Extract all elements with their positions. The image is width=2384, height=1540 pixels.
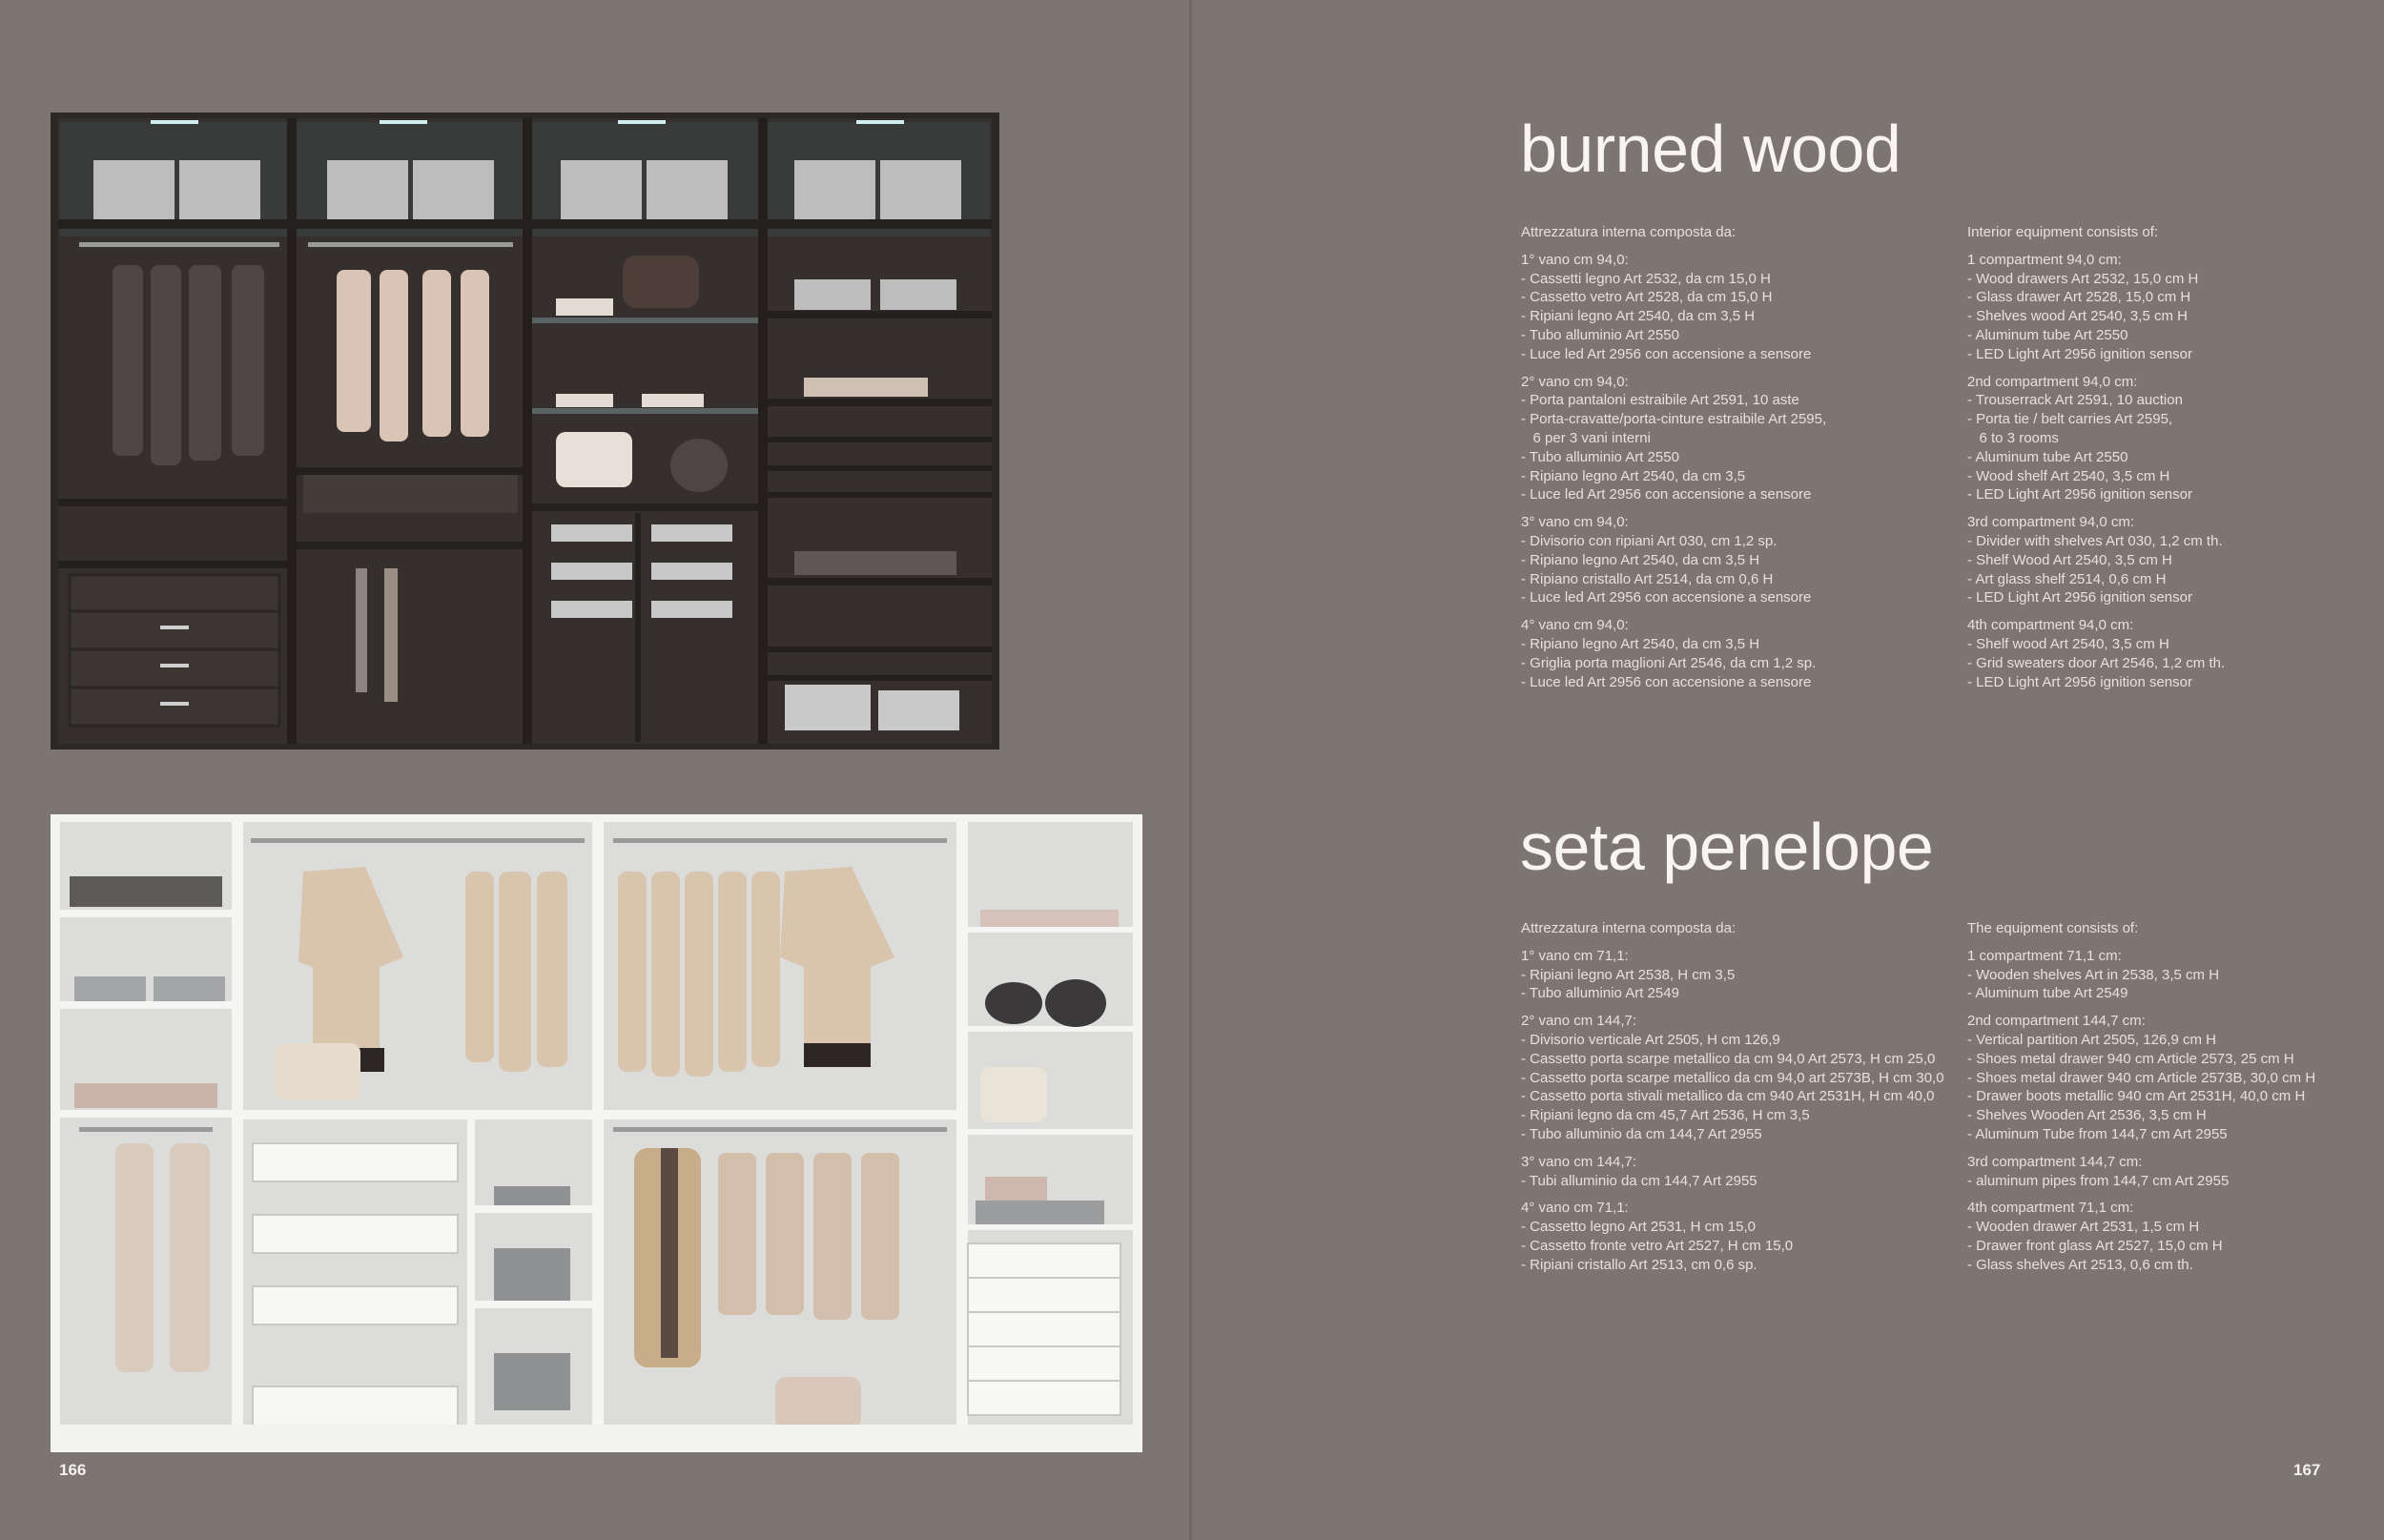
spec-line: - Porta tie / belt carries Art 2595, xyxy=(1967,411,2173,428)
spec-line: - Glass shelves Art 2513, 0,6 cm th. xyxy=(1967,1256,2193,1273)
spec-line: - LED Light Art 2956 ignition sensor xyxy=(1967,345,2192,362)
spec-line: - Ripiano legno Art 2540, da cm 3,5 H xyxy=(1521,551,1760,568)
spec-line: - Cassetto fronte vetro Art 2527, H cm 15,0 xyxy=(1521,1237,1794,1254)
spec-group xyxy=(1967,373,2384,505)
seta-penelope-english-specs xyxy=(1967,919,2384,1283)
spec-group xyxy=(1967,616,2384,691)
spec-line: - Wood drawers Art 2532, 15,0 cm H xyxy=(1967,270,2199,287)
spec-line: - Shoes metal drawer 940 cm Article 2573, 25 cm H xyxy=(1967,1050,2294,1067)
spec-line: - Tubo alluminio da cm 144,7 Art 2955 xyxy=(1521,1125,1762,1142)
spec-line: - Shelf wood Art 2540, 3,5 cm H xyxy=(1967,635,2169,652)
spec-line: - Ripiano cristallo Art 2514, da cm 0,6 H xyxy=(1521,570,1774,587)
spec-line: - Ripiani legno Art 2540, da cm 3,5 H xyxy=(1521,308,1756,325)
spec-line: - Porta pantaloni estraibile Art 2591, 10 aste xyxy=(1521,392,1799,409)
spec-line: - Tubo alluminio Art 2549 xyxy=(1521,985,1679,1002)
spec-line: - Cassetto porta scarpe metallico da cm 94,0 art 2573B, H cm 30,0 xyxy=(1521,1069,1944,1086)
spec-line: - Grid sweaters door Art 2546, 1,2 cm th. xyxy=(1967,654,2226,671)
spec-group-head: 3° vano cm 144,7: xyxy=(1521,1153,1637,1170)
spec-line: - Ripiano legno Art 2540, da cm 3,5 H xyxy=(1521,635,1760,652)
spec-line: - Tubo alluminio Art 2550 xyxy=(1521,326,1679,343)
spec-group xyxy=(1967,1199,2384,1274)
spec-line: - Ripiano legno Art 2540, da cm 3,5 xyxy=(1521,467,1746,484)
spec-group-head: 3rd compartment 144,7 cm: xyxy=(1967,1153,2143,1170)
spec-line: - LED Light Art 2956 ignition sensor xyxy=(1967,589,2192,606)
spec-line: - Shoes metal drawer 940 cm Article 2573B, 30,0 cm H xyxy=(1967,1069,2316,1086)
spec-line: - Vertical partition Art 2505, 126,9 cm H xyxy=(1967,1031,2216,1048)
spec-line: - Divisorio verticale Art 2505, H cm 126,9 xyxy=(1521,1031,1780,1048)
spec-line: - Trouserrack Art 2591, 10 auction xyxy=(1967,392,2183,409)
spec-group xyxy=(1521,1012,1950,1144)
spec-line: 6 to 3 rooms xyxy=(1967,429,2059,446)
spec-line: - Luce led Art 2956 con accensione a sensore xyxy=(1521,486,1812,503)
spec-group-head: 2° vano cm 94,0: xyxy=(1521,373,1629,390)
spec-line: - Luce led Art 2956 con accensione a sensore xyxy=(1521,589,1812,606)
spec-group-head: 2nd compartment 94,0 cm: xyxy=(1967,373,2138,390)
section-title-seta-penelope: seta penelope xyxy=(1520,810,1934,884)
page-number-left: 166 xyxy=(59,1461,87,1479)
spec-line: - Luce led Art 2956 con accensione a sensore xyxy=(1521,673,1812,690)
spec-group xyxy=(1521,1153,1950,1191)
spec-group-head: 4th compartment 94,0 cm: xyxy=(1967,617,2134,634)
spec-line: - Ripiani legno da cm 45,7 Art 2536, H cm 3,5 xyxy=(1521,1107,1810,1124)
spec-line: - Art glass shelf 2514, 0,6 cm H xyxy=(1967,570,2167,587)
spec-line: - Griglia porta maglioni Art 2546, da cm 1,2 sp. xyxy=(1521,654,1817,671)
spec-group-head: 1 compartment 94,0 cm: xyxy=(1967,251,2122,268)
spec-line: - Ripiani legno Art 2538, H cm 3,5 xyxy=(1521,966,1736,983)
spec-line: - LED Light Art 2956 ignition sensor xyxy=(1967,673,2192,690)
spec-line: - Porta-cravatte/porta-cinture estraibile Art 2595, xyxy=(1521,411,1827,428)
spec-line: - Divider with shelves Art 030, 1,2 cm th. xyxy=(1967,532,2223,549)
spec-group xyxy=(1521,373,1950,505)
spec-line: - Cassetti legno Art 2532, da cm 15,0 H xyxy=(1521,270,1771,287)
spec-line: - LED Light Art 2956 ignition sensor xyxy=(1967,486,2192,503)
spec-group xyxy=(1521,616,1950,691)
spec-group-head: 4° vano cm 94,0: xyxy=(1521,617,1629,634)
spec-line: - Drawer boots metallic 940 cm Art 2531H, 40,0 cm H xyxy=(1967,1088,2306,1105)
burned-wood-italian-specs xyxy=(1521,223,1950,700)
spec-line: - Shelves Wooden Art 2536, 3,5 cm H xyxy=(1967,1107,2207,1124)
spec-group xyxy=(1521,251,1950,364)
spec-line: - Wooden drawer Art 2531, 1,5 cm H xyxy=(1967,1219,2200,1236)
spec-group-head: 1° vano cm 94,0: xyxy=(1521,251,1629,268)
spec-line: - Aluminum tube Art 2550 xyxy=(1967,448,2128,465)
spec-line: - Luce led Art 2956 con accensione a sensore xyxy=(1521,345,1812,362)
spec-line: - Wood shelf Art 2540, 3,5 cm H xyxy=(1967,467,2170,484)
spec-line: - Aluminum Tube from 144,7 cm Art 2955 xyxy=(1967,1125,2228,1142)
spec-line: - Shelves wood Art 2540, 3,5 cm H xyxy=(1967,308,2188,325)
spec-line: 6 per 3 vani interni xyxy=(1521,429,1651,446)
spec-line: - Cassetto porta scarpe metallico da cm 94,0 Art 2573, H cm 25,0 xyxy=(1521,1050,1936,1067)
spec-group-head: 3rd compartment 94,0 cm: xyxy=(1967,514,2135,531)
spec-line: - Tubo alluminio Art 2550 xyxy=(1521,448,1679,465)
section-title-burned-wood: burned wood xyxy=(1520,112,1901,186)
spec-line: - Wooden shelves Art in 2538, 3,5 cm H xyxy=(1967,966,2220,983)
spec-line: - Tubi alluminio da cm 144,7 Art 2955 xyxy=(1521,1172,1757,1189)
spec-line: - Cassetto porta stivali metallico da cm 940 Art 2531H, H cm 40,0 xyxy=(1521,1088,1935,1105)
spec-intro: Interior equipment consists of: xyxy=(1967,224,2159,240)
page-number-right: 167 xyxy=(2293,1461,2321,1479)
burned-wood-wardrobe-photo xyxy=(51,113,999,749)
page-fold xyxy=(1189,0,1192,1540)
spec-group-head: 2nd compartment 144,7 cm: xyxy=(1967,1013,2146,1030)
spec-line: - Cassetto legno Art 2531, H cm 15,0 xyxy=(1521,1219,1756,1236)
spec-group-head: 4th compartment 71,1 cm: xyxy=(1967,1200,2134,1217)
spec-line: - aluminum pipes from 144,7 cm Art 2955 xyxy=(1967,1172,2230,1189)
spec-line: - Aluminum tube Art 2550 xyxy=(1967,326,2128,343)
spec-group-head: 2° vano cm 144,7: xyxy=(1521,1013,1637,1030)
spec-group xyxy=(1967,1153,2384,1191)
burned-wood-english-specs xyxy=(1967,223,2384,700)
spec-group xyxy=(1521,513,1950,607)
spec-group xyxy=(1967,513,2384,607)
spec-line: - Drawer front glass Art 2527, 15,0 cm H xyxy=(1967,1237,2223,1254)
spec-line: - Ripiani cristallo Art 2513, cm 0,6 sp. xyxy=(1521,1256,1757,1273)
spec-group-head: 4° vano cm 71,1: xyxy=(1521,1200,1629,1217)
spec-group-head: 1° vano cm 71,1: xyxy=(1521,947,1629,964)
spec-group xyxy=(1521,1199,1950,1274)
seta-penelope-wardrobe-photo xyxy=(51,814,1142,1452)
spec-line: - Glass drawer Art 2528, 15,0 cm H xyxy=(1967,289,2191,306)
spec-group xyxy=(1521,947,1950,1003)
spec-line: - Shelf Wood Art 2540, 3,5 cm H xyxy=(1967,551,2172,568)
spec-intro: Attrezzatura interna composta da: xyxy=(1521,920,1737,936)
spec-group xyxy=(1967,251,2384,364)
spec-group-head: 1 compartment 71,1 cm: xyxy=(1967,947,2122,964)
spec-group xyxy=(1967,947,2384,1003)
spec-line: - Divisorio con ripiani Art 030, cm 1,2 sp. xyxy=(1521,532,1778,549)
spec-group-head: 3° vano cm 94,0: xyxy=(1521,514,1629,531)
spec-line: - Cassetto vetro Art 2528, da cm 15,0 H xyxy=(1521,289,1773,306)
spec-intro: The equipment consists of: xyxy=(1967,920,2139,936)
spec-intro: Attrezzatura interna composta da: xyxy=(1521,224,1737,240)
seta-penelope-italian-specs xyxy=(1521,919,1950,1283)
spec-line: - Aluminum tube Art 2549 xyxy=(1967,985,2128,1002)
spec-group xyxy=(1967,1012,2384,1144)
